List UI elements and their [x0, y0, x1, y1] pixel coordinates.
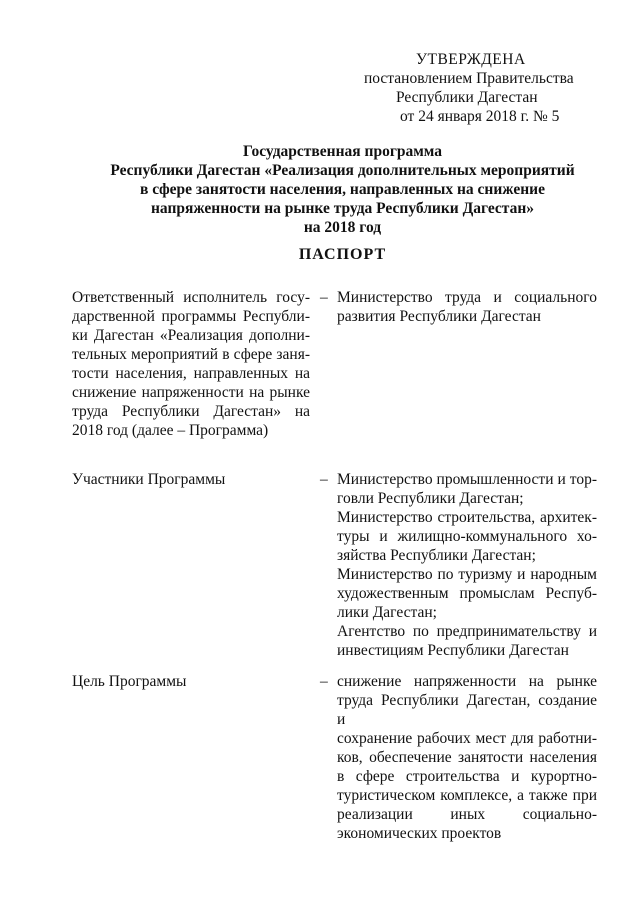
title-line: на 2018 год	[303, 219, 382, 236]
row-dash: –	[320, 289, 328, 306]
passport-heading: ПАСПОРТ	[298, 246, 387, 263]
label-line: тости населения, направленных на	[72, 365, 310, 382]
value-line: снижение напряженности на рынке	[337, 673, 597, 690]
value-line: Министерство по туризму и народным	[337, 566, 597, 583]
value-line: сохранение рабочих мест для работни-	[337, 730, 597, 747]
row-value	[337, 288, 597, 326]
value-line: инвестициям Республики Дагестан	[337, 642, 569, 659]
value-line: туры и жилищно-коммунального хо-	[337, 528, 597, 545]
value-line: развития Республики Дагестан	[337, 308, 541, 325]
value-line: зяйства Республики Дагестан;	[337, 547, 536, 564]
label-line: тельных мероприятий в сфере заня-	[72, 346, 310, 363]
label-line: снижение напряженности на рынке	[72, 384, 310, 401]
label-line: 2018 год (далее – Программа)	[72, 422, 269, 439]
row-value	[337, 672, 597, 843]
program-title	[60, 142, 625, 237]
approval-block	[360, 50, 610, 126]
value-line: художественным промыслам Респуб-	[337, 585, 597, 602]
value-line: Министерство промышленности и тор-	[337, 471, 597, 488]
title-line: в сфере занятости населения, направленных на снижение	[140, 181, 545, 198]
value-line: Агентство по предпринимательству и	[337, 623, 597, 640]
approval-date: от 24 января 2018 г. № 5	[400, 108, 560, 125]
approval-line: постановлением Правительства	[364, 70, 574, 87]
approval-line: Республики Дагестан	[396, 89, 538, 106]
value-line: Министерство строительства, архитек-	[337, 509, 597, 526]
value-line: в сфере строительства и курортно-	[337, 768, 597, 785]
label-line: труда Республики Дагестан» на	[72, 403, 310, 420]
label-line: ки Дагестан «Реализация дополни-	[72, 327, 310, 344]
row-label	[72, 470, 310, 489]
row-dash: –	[320, 471, 328, 488]
row-label	[72, 672, 310, 691]
value-line: труда Республики Дагестан, создание и	[337, 692, 597, 728]
title-line: Государственная программа	[243, 143, 442, 160]
row-dash: –	[320, 673, 328, 690]
label-line: Ответственный исполнитель госу-	[72, 289, 310, 306]
value-line: Министерство труда и социального	[337, 289, 597, 306]
title-line: напряженности на рынке труда Республики Дагестан»	[150, 200, 535, 217]
label-line: дарственной программы Республи-	[72, 308, 310, 325]
row-value	[337, 470, 597, 660]
value-line: реализации иных социально-	[337, 806, 597, 823]
value-line: экономических проектов	[337, 825, 502, 842]
label-line: Цель Программы	[72, 673, 187, 690]
row-label	[72, 288, 310, 440]
value-line: ков, обеспечение занятости населения	[337, 749, 597, 766]
approval-title: УТВЕРЖДЕНА	[416, 51, 526, 68]
value-line: лики Дагестан;	[337, 604, 437, 621]
label-line: Участники Программы	[72, 471, 226, 488]
title-line: Республики Дагестан «Реализация дополнительных мероприятий	[110, 162, 575, 179]
value-line: туристическом комплексе, а также при	[337, 787, 597, 804]
value-line: говли Республики Дагестан;	[337, 490, 524, 507]
